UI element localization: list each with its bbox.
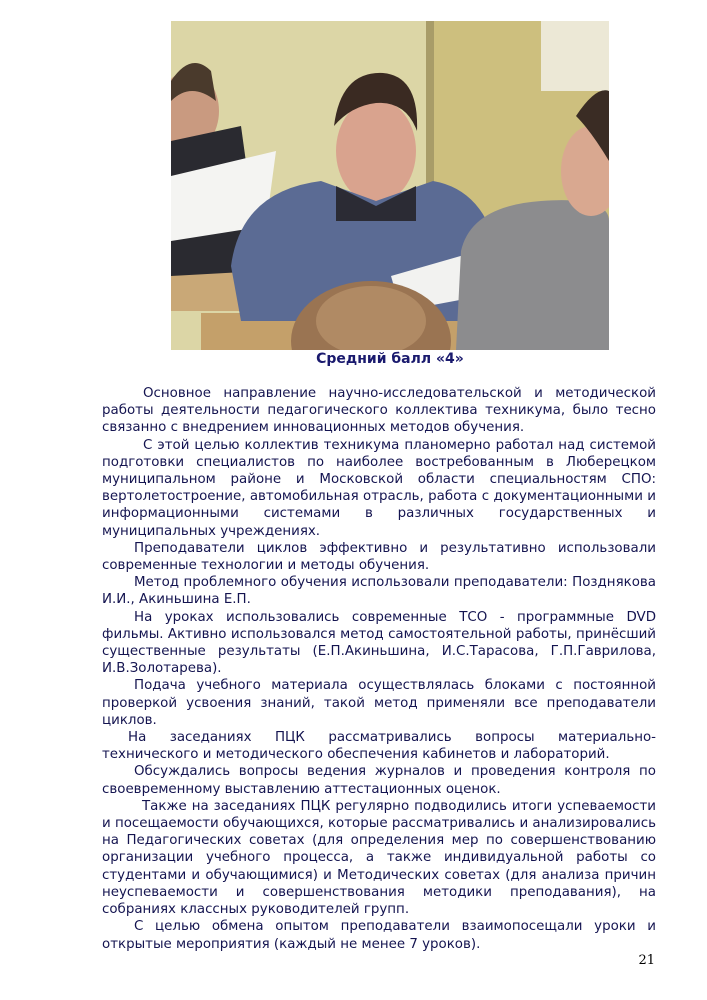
paragraph: С этой целью коллектив техникума планомерно работал над системой подготовки специалистов по наиболее востребованным в Люберецком муниципальном районе и Московской области специальностям СПО: вертолетостроение, автомобильная отрасль, работа с документационными и информационными системами в различных государственных и муниципальных учреждениях.	[102, 437, 656, 539]
paragraph: Обсуждались вопросы ведения журналов и проведения контроля по своевременному выставлению аттестационных оценок.	[102, 764, 656, 797]
paragraph: Подача учебного материала осуществлялась блоками с постоянной проверкой усвоения знаний, такой метод применяли все преподаватели циклов.	[102, 678, 656, 728]
paragraph: Основное направление научно-исследовательской и методической работы деятельности педагогического коллектива техникума, было тесно связанно с внедрением инновационных методов обучения.	[102, 386, 656, 436]
page-number: 21	[638, 953, 655, 968]
paragraph: Метод проблемного обучения использовали преподаватели: Позднякова И.И., Акиньшина Е.П.	[102, 575, 656, 608]
paragraph: Преподаватели циклов эффективно и результативно использовали современные технологии и методы обучения.	[102, 540, 656, 574]
paragraph: Также на заседаниях ПЦК регулярно подводились итоги успеваемости и посещаемости обучающихся, которые рассматривались и анализировались на Педагогических советах (для определения мер по совершенствованию организации учебного процесса, а также индивидуальной работы со студентами и обучающимися) и Методических советах (для анализа причин неуспеваемости и совершенствования методики преподавания), на собраниях классных руководителей групп.	[102, 798, 656, 918]
paragraph: На заседаниях ПЦК рассматривались вопросы материально-технического и методического обеспечения кабинетов и лабораторий.	[102, 730, 656, 763]
photo-caption: Средний балл «4»	[316, 351, 464, 367]
classroom-photo	[171, 21, 609, 350]
paragraph: На уроках использовались современные ТСО - программные DVD фильмы. Активно использовался метод самостоятельной работы, принёсший существенные результаты (Е.П.Акиньшина, И.С.Тарасова, Г.П.Гаврилова, И.В.Золотарева).	[102, 609, 656, 677]
paragraph: С целью обмена опытом преподаватели взаимопосещали уроки и открытые мероприятия (каждый не менее 7 уроков).	[102, 919, 656, 952]
body-text	[102, 385, 656, 953]
